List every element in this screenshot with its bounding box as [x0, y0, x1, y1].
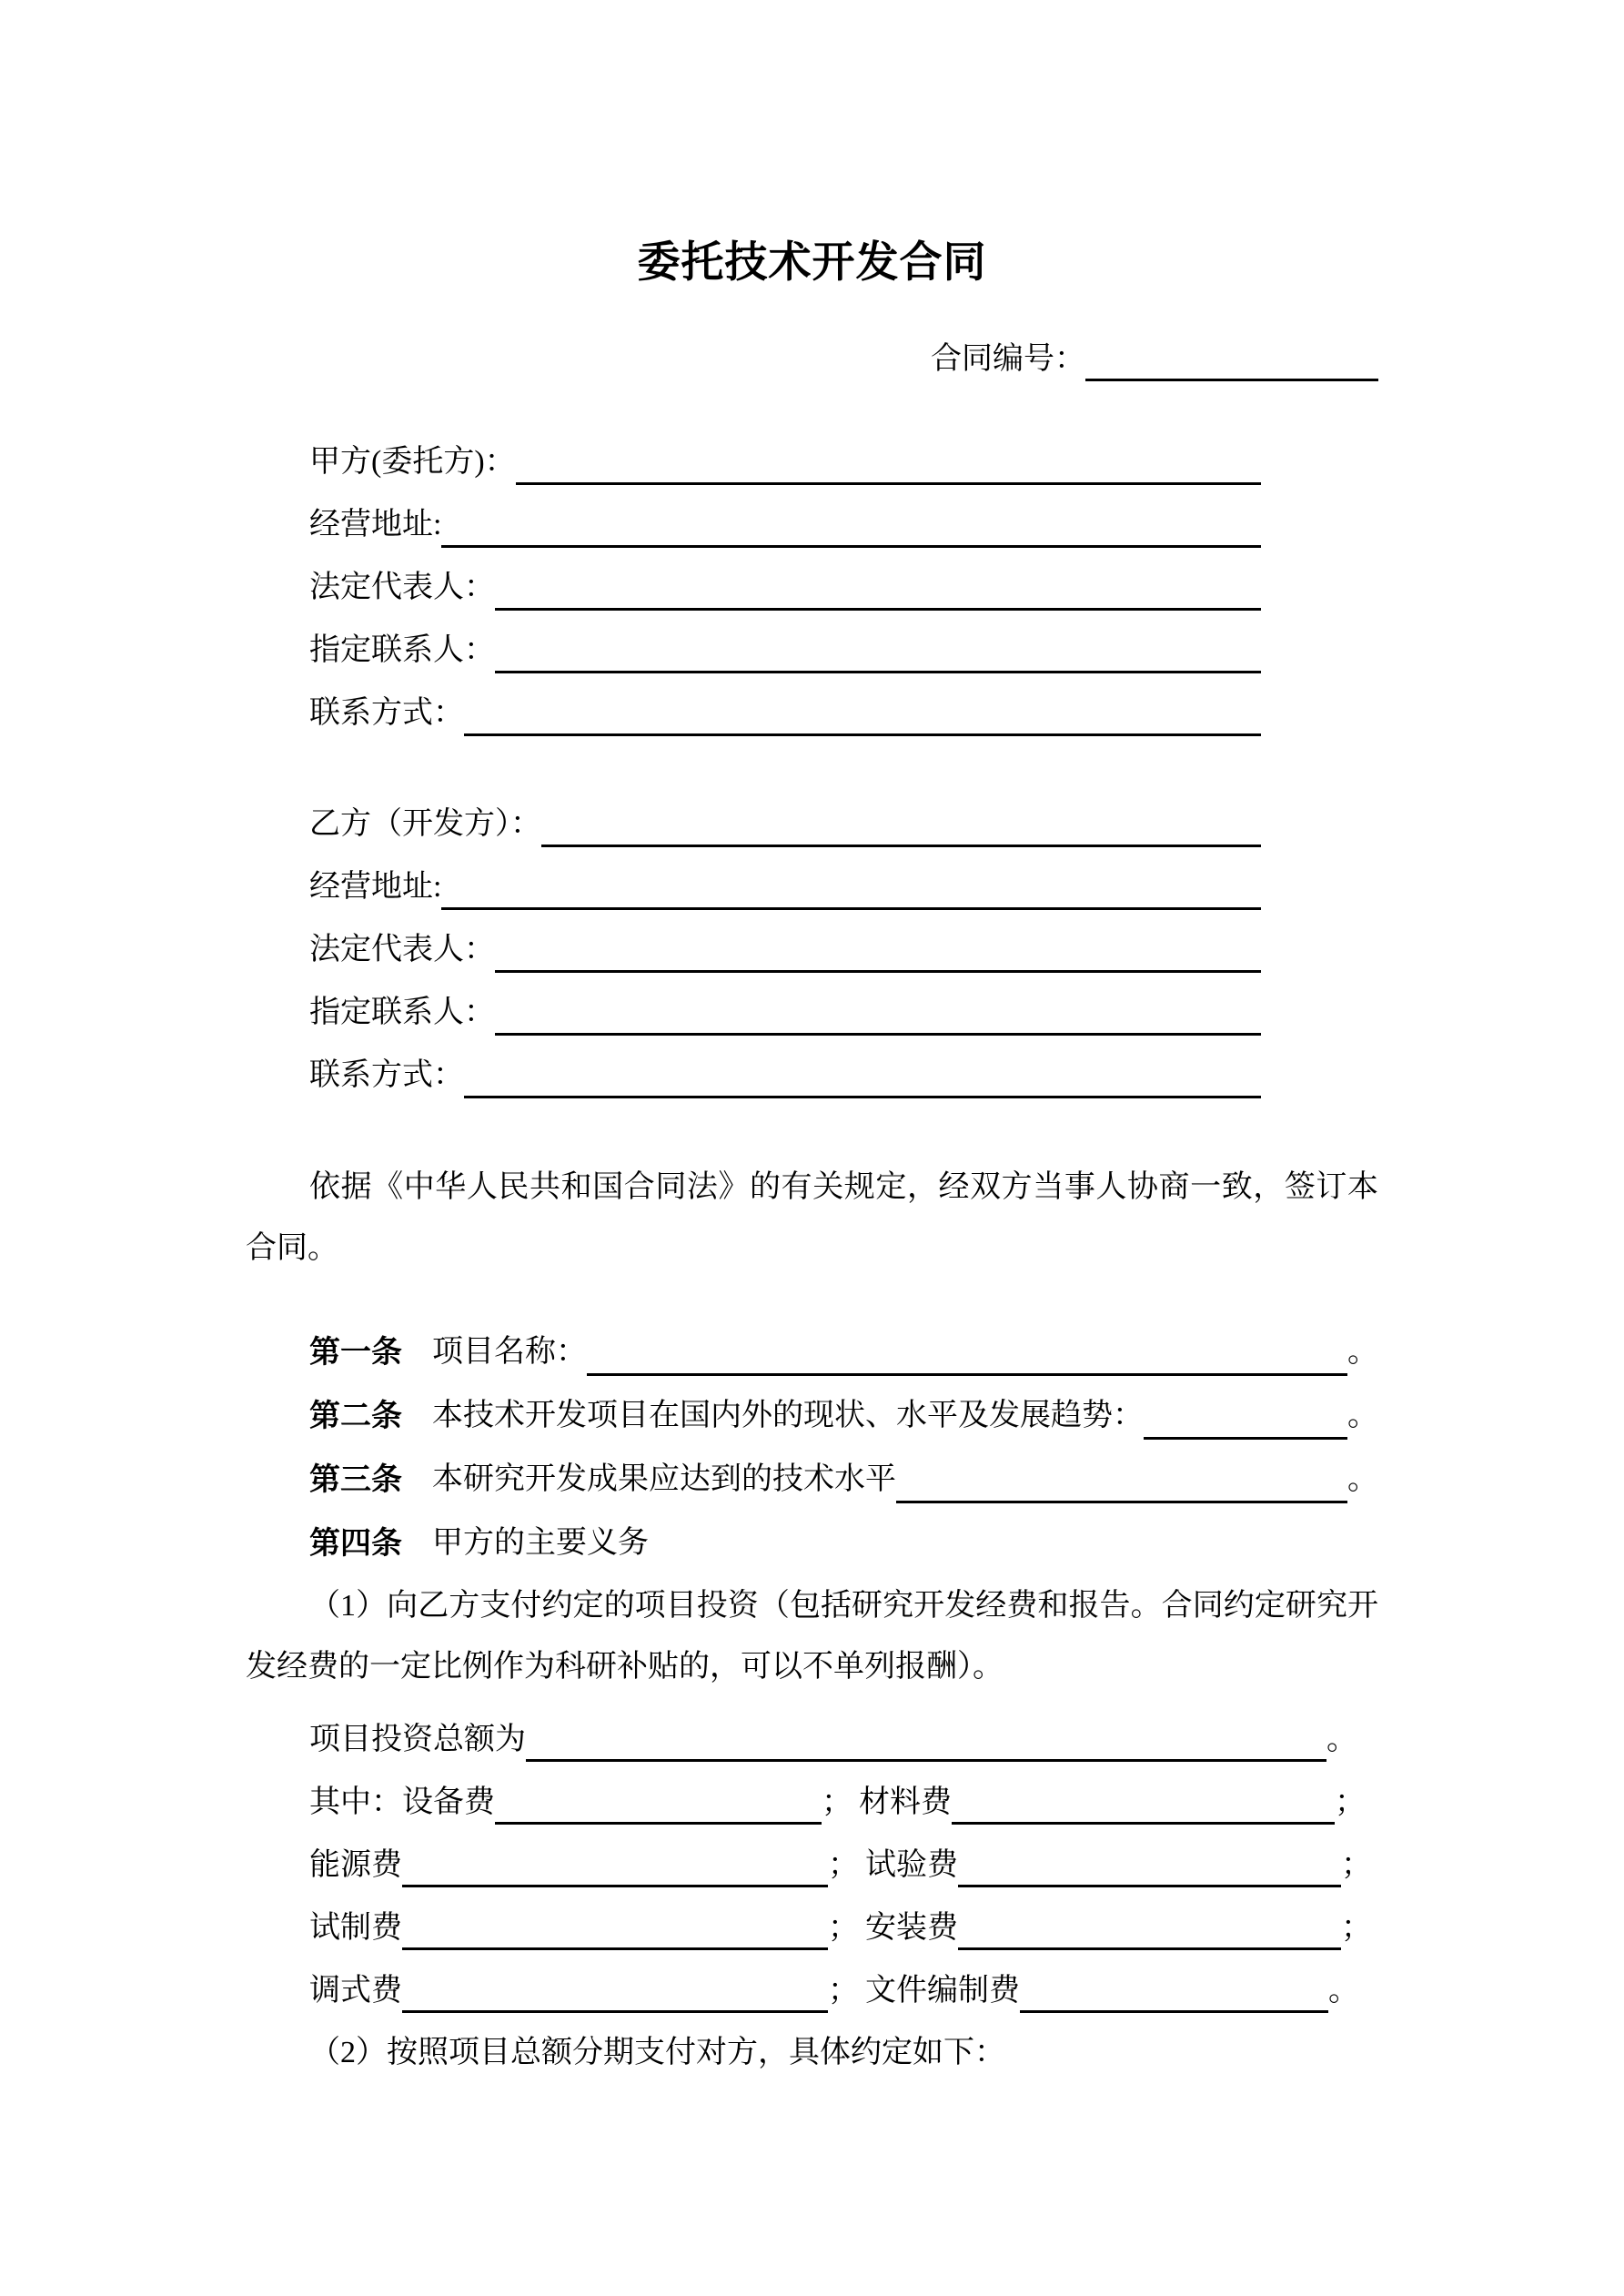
- clause-2-paragraph: （2）按照项目总额分期支付对方，具体约定如下：: [309, 2036, 1005, 2069]
- article-3-text: 本研究开发成果应达到的技术水平: [432, 1462, 896, 1496]
- party-b-legal-rep-blank[interactable]: [495, 918, 1261, 973]
- article-2-text: 本技术开发项目在国内外的现状、水平及发展趋势：: [432, 1399, 1144, 1432]
- party-b-contact-info-label: 联系方式：: [309, 1058, 464, 1092]
- fee-row-3-separator: ；: [828, 1911, 859, 1945]
- fee-documentation-label: 文件编制费: [865, 1974, 1020, 2008]
- party-b-row-address: [309, 855, 1261, 918]
- fee-material-blank[interactable]: [952, 1822, 1335, 1825]
- article-3-period: 。: [1347, 1462, 1378, 1496]
- party-a-contact-person-blank[interactable]: [495, 619, 1261, 673]
- party-a-legal-rep-blank[interactable]: [495, 556, 1261, 611]
- fee-row-2-end: ；: [1341, 1848, 1372, 1882]
- fee-row-4-end: 。: [1328, 1974, 1359, 2008]
- fee-row-1-end: ；: [1335, 1785, 1366, 1819]
- investment-total-blank[interactable]: [526, 1759, 1326, 1762]
- party-b-contact-person-blank[interactable]: [495, 981, 1261, 1036]
- fee-documentation-blank[interactable]: [1020, 2010, 1328, 2013]
- party-a-contact-info-blank[interactable]: [464, 682, 1261, 736]
- article-3-blank[interactable]: [896, 1448, 1347, 1503]
- article-row-4: [309, 1512, 1378, 1575]
- article-1-blank[interactable]: [587, 1320, 1347, 1376]
- contract-number-row: [246, 328, 1378, 390]
- fee-equipment-label: 其中：设备费: [309, 1785, 495, 1819]
- party-b-block: [309, 793, 1261, 1107]
- fee-debug-blank[interactable]: [402, 2010, 828, 2013]
- party-b-contact-info-blank[interactable]: [464, 1044, 1261, 1098]
- article-2-period: 。: [1347, 1399, 1378, 1432]
- articles-block: [309, 1320, 1378, 1575]
- article-row-2: [309, 1384, 1378, 1448]
- party-a-contact-person-label: 指定联系人：: [309, 633, 495, 667]
- fee-debug-label: 调式费: [309, 1974, 402, 2008]
- fee-row-1-separator: ；: [822, 1785, 852, 1819]
- party-b-row-contact-person: [309, 981, 1261, 1044]
- party-a-row-name: [309, 430, 1261, 493]
- article-1-number: 第一条: [309, 1335, 402, 1370]
- party-b-contact-person-label: 指定联系人：: [309, 996, 495, 1029]
- fee-energy-blank[interactable]: [402, 1885, 828, 1887]
- fee-install-label: 安装费: [865, 1911, 958, 1945]
- article-row-3: [309, 1448, 1378, 1512]
- preamble-paragraph: 依据《中华人民共和国合同法》的有关规定，经双方当事人协商一致，签订本合同。: [246, 1170, 1378, 1265]
- party-b-row-legal-rep: [309, 918, 1261, 981]
- clause-1-paragraph: （1）向乙方支付约定的项目投资（包括研究开发经费和报告。合同约定研究开发经费的一定比例作为科研补贴的，可以不单列报酬）。: [246, 1589, 1378, 1684]
- article-row-1: [309, 1320, 1378, 1384]
- fee-trial-blank[interactable]: [402, 1947, 828, 1950]
- fee-row-2-separator: ；: [828, 1848, 859, 1882]
- fee-trial-label: 试制费: [309, 1911, 402, 1945]
- fee-row-4-separator: ；: [828, 1974, 859, 2008]
- fee-row-2: [309, 1834, 1378, 1896]
- investment-total-period: 。: [1326, 1723, 1357, 1756]
- fee-row-4: [309, 1959, 1378, 2022]
- party-b-name-blank[interactable]: [541, 793, 1261, 847]
- fee-energy-label: 能源费: [309, 1848, 402, 1882]
- party-b-row-contact-info: [309, 1044, 1261, 1107]
- article-4-number: 第四条: [309, 1526, 402, 1561]
- party-a-legal-rep-label: 法定代表人：: [309, 571, 495, 604]
- article-3-number: 第三条: [309, 1462, 402, 1497]
- party-b-legal-rep-label: 法定代表人：: [309, 933, 495, 966]
- page-title: 委托技术开发合同: [637, 238, 987, 286]
- investment-total-row: [309, 1708, 1378, 1771]
- party-a-contact-info-label: 联系方式：: [309, 696, 464, 730]
- fee-row-3-end: ；: [1341, 1911, 1372, 1945]
- fee-test-blank[interactable]: [958, 1885, 1341, 1887]
- fee-row-1: [309, 1771, 1378, 1834]
- contract-number-blank[interactable]: [1085, 379, 1378, 381]
- fee-row-3: [309, 1896, 1378, 1959]
- party-b-name-label: 乙方（开发方）：: [309, 807, 541, 841]
- fee-equipment-blank[interactable]: [495, 1822, 822, 1825]
- party-a-row-contact-info: [309, 682, 1261, 744]
- party-b-address-blank[interactable]: [441, 855, 1261, 910]
- fee-test-label: 试验费: [865, 1848, 958, 1882]
- party-a-block: [309, 430, 1261, 744]
- fee-install-blank[interactable]: [958, 1947, 1341, 1950]
- party-a-name-blank[interactable]: [516, 430, 1261, 485]
- party-a-address-label: 经营地址:: [309, 508, 442, 541]
- party-a-row-contact-person: [309, 619, 1261, 682]
- article-4-text: 甲方的主要义务: [432, 1526, 649, 1560]
- article-1-text: 项目名称：: [432, 1335, 587, 1369]
- party-a-row-address: [309, 493, 1261, 556]
- party-b-address-label: 经营地址:: [309, 870, 442, 904]
- party-b-row-name: [309, 793, 1261, 855]
- party-a-row-legal-rep: [309, 556, 1261, 619]
- article-2-number: 第二条: [309, 1399, 402, 1433]
- article-1-period: 。: [1347, 1335, 1378, 1369]
- article-2-blank[interactable]: [1144, 1384, 1347, 1440]
- contract-number-label: 合同编号：: [931, 342, 1085, 376]
- fee-material-label: 材料费: [859, 1785, 952, 1819]
- party-a-name-label: 甲方(委托方)：: [309, 445, 516, 479]
- investment-total-label: 项目投资总额为: [309, 1723, 526, 1756]
- party-a-address-blank[interactable]: [441, 493, 1261, 548]
